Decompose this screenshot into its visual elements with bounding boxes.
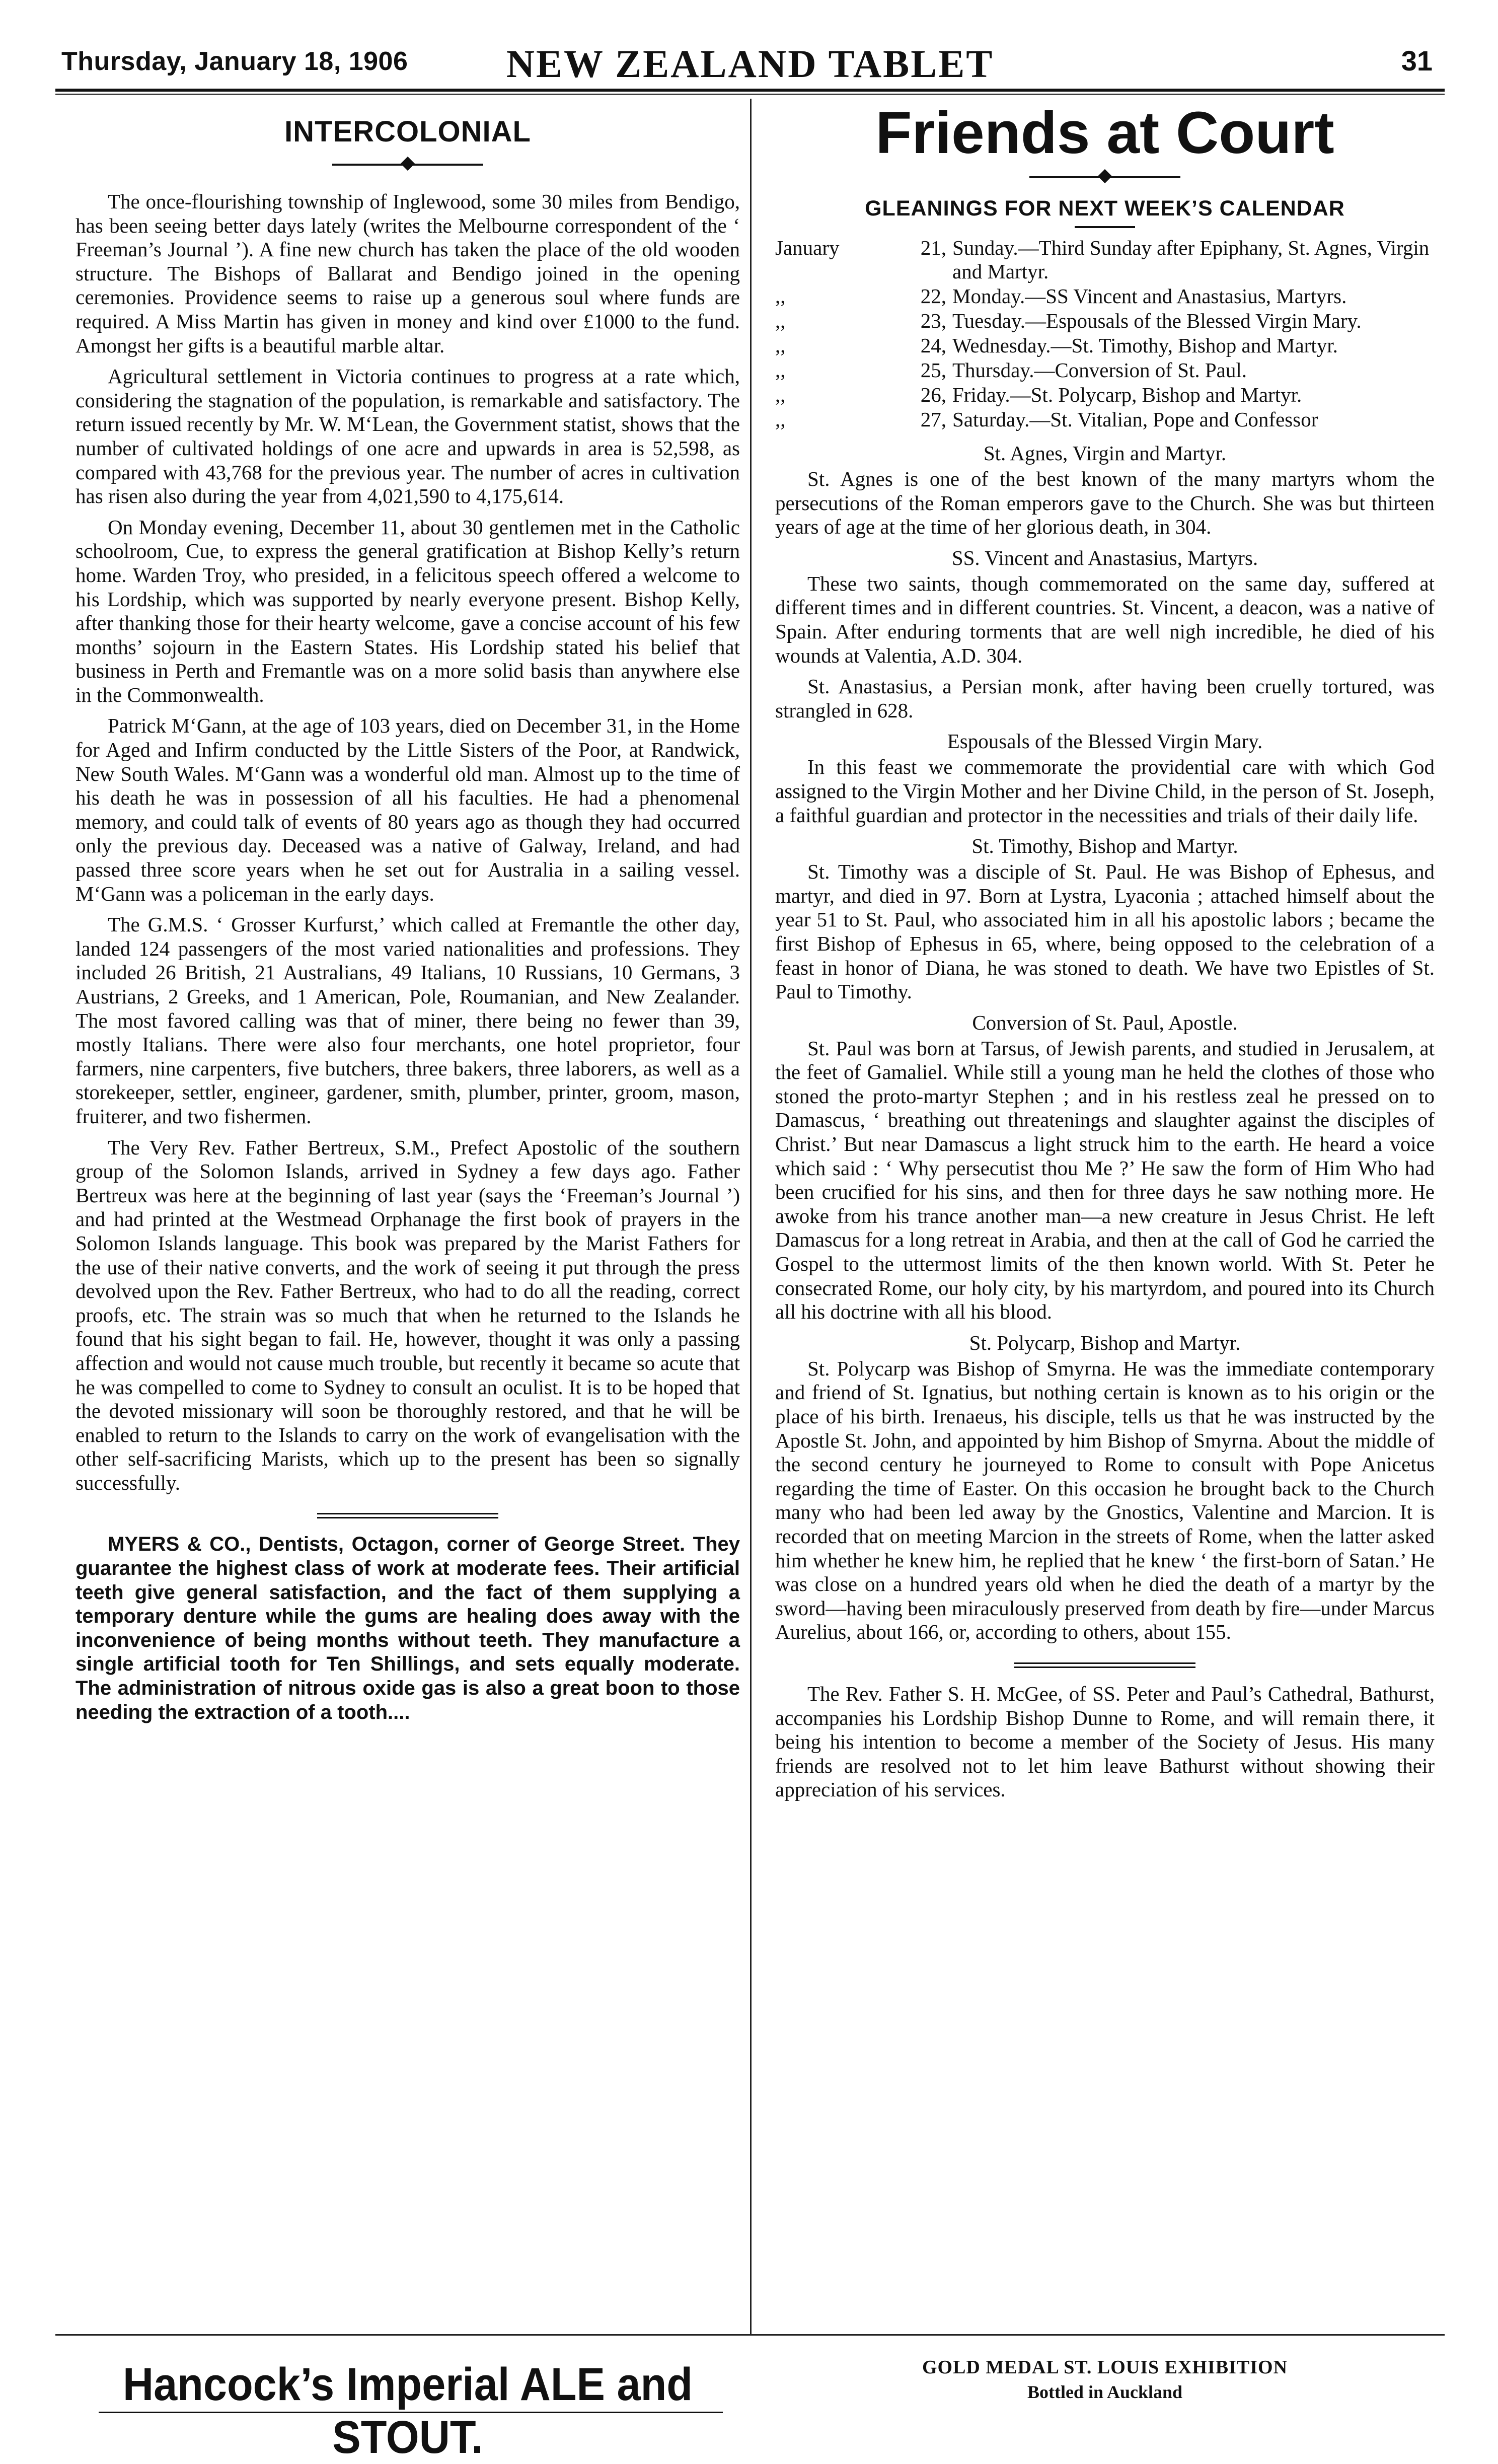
calendar-text: Sunday.—Third Sunday after Epiphany, St. Agnes, Virgin and Martyr. [952, 236, 1430, 283]
masthead [55, 43, 1445, 89]
issue-date: Thursday, January 18, 1906 [61, 47, 408, 76]
calendar-entry [775, 358, 1435, 382]
saint-paragraph: St. Polycarp was Bishop of Smyrna. He was the immediate contemporary and friend of St. Ignatius, but nothing certain is known as to his origin or the place of his birth. Irenaeus, his disciple, tells us that he was instructed by the Apostle St. John, and appointed by him Bishop of Smyrna. About the middle of the second century he journeyed to Rome to consult with Pope Anicetus regarding the time of Easter. On this occasion he brought back to the Church many who had been led away by the Gnostics, Valentine and Marcion. It is recorded that on meeting Marcion in the streets of Rome, when the latter asked him whether he knew him, he replied that he knew ‘ the first-born of Satan.’ He was close on a hundred years old when he died the death of a martyr by the sword—having been miraculously preserved from death by fire—under Marcus Aurelius, about 166, or, according to others, about 155. [775, 1356, 1435, 1644]
calendar-day: 27, [920, 408, 946, 431]
saint-heading: St. Timothy, Bishop and Martyr. [971, 834, 1238, 858]
saint-heading: Espousals of the Blessed Virgin Mary. [947, 730, 1263, 753]
calendar-subheading: GLEANINGS FOR NEXT WEEK’S CALENDAR [865, 196, 1345, 221]
saint-paragraph: St. Anastasius, a Persian monk, after having been cruelly tortured, was strangled in 628. [775, 675, 1435, 722]
article-paragraph: The Very Rev. Father Bertreux, S.M., Prefect Apostolic of the southern group of the Solomon Islands, arrived in Sydney a few days ago. Father Bertreux was here at the beginning of last year (says the ‘Freeman’s Journal ’) and had printed at the Westmead Orphanage the first book of prayers in the Solomon Islands language. This book was prepared by the Marist Fathers for the use of their native converts, and the work of seeing it put through the press devolved upon the Rev. Father Bertreux, who had to do all the reading, correct proofs, etc. The strain was so much that when he returned to the Islands he found that his sight began to fail. He, however, thought it was only a passing affection and would not cause much trouble, but recently it became so acute that he was compelled to come to Sydney to consult an oculist. It is to be hoped that the devoted missionary will soon be thoroughly restored, and that he will be enabled to return to the Islands to carry on the work of evangelisation with the other self-sacrificing Marists, which up to the present has been so signally successfully. [76, 1135, 740, 1494]
calendar-entry [775, 236, 1435, 283]
calendar-month: ,, [775, 334, 786, 357]
calendar-day: 24, [920, 334, 946, 357]
hancocks-ale-advertisement: Hancock’s Imperial ALE and STOUT. [122, 2359, 693, 2463]
left-column [76, 99, 740, 1731]
bottled-in-auckland-line: Bottled in Auckland [1027, 2382, 1183, 2402]
saint-paragraph: These two saints, though commemorated on the same day, suffered at different times and in different countries. St. Vincent, a deacon, was a native of Spain. After enduring torments that are well nigh incredible, he died of his wounds at Valentia, A.D. 304. [775, 571, 1435, 667]
calendar-month: ,, [775, 408, 786, 431]
calendar-day: 23, [920, 309, 946, 332]
saint-heading: St. Polycarp, Bishop and Martyr. [969, 1331, 1241, 1354]
short-rule [1075, 226, 1135, 228]
ornament-divider [76, 155, 740, 175]
calendar-entry [775, 383, 1435, 407]
calendar-text: Friday.—St. Polycarp, Bishop and Martyr. [952, 383, 1302, 406]
saint-paragraph: St. Timothy was a disciple of St. Paul. He was Bishop of Ephesus, and martyr, and died in 97. Born at Lystra, Lyaconia ; attached himself about the year 51 to St. Paul, who associated him in all his apostolic labors ; became the first Bishop of Ephesus in 65, where, being opposed to the celebration of a feast in honor of Diana, he was stoned to death. We have two Epistles of St. Paul to Timothy. [775, 860, 1435, 1003]
section-heading-friends-at-court: Friends at Court [875, 100, 1334, 166]
right-column [775, 99, 1435, 1809]
calendar-day: 22, [920, 284, 946, 308]
calendar-text: Thursday.—Conversion of St. Paul. [952, 358, 1247, 382]
advertisement-text: MYERS & CO., Dentists, Octagon, corner of George Street. They guarantee the highest class of work at moderate fees. Their artificial teeth give general satisfaction, and the fact of them supplying a temporary denture while the gums are healing does away with the inconvenience of being months without teeth. They manufacture a single artificial tooth for Ten Shillings, and sets equally moderate. The administration of nitrous oxide gas is also a great boon to those needing the extraction of a tooth.... [76, 1533, 740, 1723]
section-separator [1014, 1662, 1195, 1664]
saint-paragraph: St. Paul was born at Tarsus, of Jewish parents, and studied in Jerusalem, at the feet of Gamaliel. While still a young man he held the clothes of those who stoned the proto-martyr Stephen ; and in his restless zeal he pressed on to Damascus, ‘ breathing out threatenings and slaughter against the disciples of Christ.’ But near Damascus a light struck him to the earth. He heard a voice which said : ‘ Why persecutist thou Me ?’ He saw the form of Him Who had been crucified for his sins, and then for three days he saw nothing more. He awoke from his trance another man—a new creature in Jesus Christ. He left Damascus for a long retreat in Arabia, and then at the call of God he carried the Gospel to the uttermost limits of the then known world. With St. Peter he consecrated Rome, our holy city, by his martyrdom, and poured into its Church all his doctrine with all his blood. [775, 1036, 1435, 1324]
ornament-divider [775, 167, 1435, 187]
calendar-day: 25, [920, 358, 946, 382]
masthead-rule [55, 89, 1445, 92]
article-paragraph: Patrick M‘Gann, at the age of 103 years, died on December 31, in the Home for Aged and Infirm conducted by the Little Sisters of the Poor, at Randwick, New South Wales. M‘Gann was a wonderful old man. Almost up to the time of his death he was in possession of all his faculties. He had a phenomenal memory, and could talk of events of 80 years ago as though they had occurred only the previous day. Deceased was a native of Galway, Ireland, and had passed three score years when he set out for Australia in a sailing vessel. M‘Gann was a policeman in the early days. [76, 714, 740, 905]
saint-heading: SS. Vincent and Anastasius, Martyrs. [951, 546, 1258, 569]
article-paragraph: The once-flourishing township of Inglewood, some 30 miles from Bendigo, has been seeing better days lately (writes the Melbourne correspondent of the ‘ Freeman’s Journal ’). A fine new church has taken the place of the old wooden structure. The Bishops of Ballarat and Bendigo joined in the opening ceremonies. Providence seems to raise up a generous soul where funds are required. A Miss Martin has given in money and kind over £1000 to the fund. Amongst her gifts is a beautiful marble altar. [76, 190, 740, 357]
section-separator [317, 1513, 498, 1514]
dentist-advertisement [76, 1533, 740, 1724]
calendar-entry [775, 309, 1435, 333]
section-heading-intercolonial: INTERCOLONIAL [284, 115, 531, 148]
calendar-day: 21, [920, 236, 946, 259]
footer-ad-underline [99, 2412, 723, 2413]
calendar-list [775, 236, 1435, 431]
calendar-month: ,, [775, 383, 786, 406]
article-paragraph: The G.M.S. ‘ Grosser Kurfurst,’ which called at Fremantle the other day, landed 124 passengers of the most varied nationalities and professions. They included 26 British, 21 Australians, 49 Italians, 10 Russians, 10 Germans, 3 Austrians, 2 Greeks, and 1 American, Pole, Roumanian, and New Zealander. The most favored calling was that of miner, there being no fewer than 39, mostly Italians. There were also four merchants, one hotel proprietor, four farmers, nine carpenters, five butchers, three bakers, three laborers, as well as a storekeeper, settler, engineer, gardener, smith, plumber, printer, groom, mason, fruiterer, and two fishermen. [76, 913, 740, 1128]
calendar-text: Monday.—SS Vincent and Anastasius, Martyrs. [952, 284, 1347, 308]
calendar-entry [775, 408, 1435, 431]
calendar-month: ,, [775, 309, 786, 332]
calendar-entry [775, 284, 1435, 308]
article-paragraph: On Monday evening, December 11, about 30 gentlemen met in the Catholic schoolroom, Cue, to express the general gratification at Bishop Kelly’s return home. Warden Troy, who presided, in a felicitous speech offered a welcome to his Lordship, which was supported by nearly everyone present. Bishop Kelly, after thanking those for their hearty welcome, gave a concise account of his few months’ sojourn in the Eastern States. His Lordship stated his belief that business in Perth and Fremantle was on a more solid basis than anywhere else in the Commonwealth. [76, 515, 740, 706]
page-number: 31 [1401, 45, 1433, 77]
gold-medal-line: GOLD MEDAL ST. LOUIS EXHIBITION [922, 2357, 1288, 2378]
newspaper-title: NEW ZEALAND TABLET [506, 42, 994, 86]
calendar-month: ,, [775, 284, 786, 308]
closing-paragraph: The Rev. Father S. H. McGee, of SS. Peter and Paul’s Cathedral, Bathurst, accompanies his Lordship Bishop Dunne to Rome, and will remain there, it being his intention to become a member of the Society of Jesus. His many friends are resolved not to let him leave Bathurst without showing their appreciation of his services. [775, 1682, 1435, 1801]
calendar-month: January [775, 236, 840, 259]
calendar-text: Tuesday.—Espousals of the Blessed Virgin Mary. [952, 309, 1362, 332]
calendar-text: Wednesday.—St. Timothy, Bishop and Martyr. [952, 334, 1338, 357]
column-divider [750, 99, 752, 2334]
saint-paragraph: In this feast we commemorate the providential care with which God assigned to the Virgin Mother and her Divine Child, in the person of St. Joseph, a faithful guardian and protector in the necessities and trials of their daily life. [775, 755, 1435, 827]
article-paragraph: Agricultural settlement in Victoria continues to progress at a rate which, considering the stagnation of the population, is remarkable and satisfactory. The return issued recently by Mr. W. M‘Lean, the Government statist, shows that the number of cultivated holdings of one acre and upwards in area is 52,598, as compared with 43,768 for the previous year. The number of acres in cultivation has risen also during the year from 4,021,590 to 4,175,614. [76, 365, 740, 508]
saint-paragraph: St. Agnes is one of the best known of the many martyrs whom the persecutions of the Roman emperors gave to the Church. She was but thirteen years of age at the time of her glorious death, in 304. [775, 467, 1435, 539]
calendar-entry [775, 334, 1435, 357]
saint-heading: St. Agnes, Virgin and Martyr. [983, 442, 1227, 465]
masthead-rule-thin [55, 94, 1445, 95]
footer-rule [55, 2334, 1445, 2336]
saint-heading: Conversion of St. Paul, Apostle. [972, 1010, 1238, 1034]
calendar-day: 26, [920, 383, 946, 406]
calendar-text: Saturday.—St. Vitalian, Pope and Confessor [952, 408, 1318, 431]
calendar-month: ,, [775, 358, 786, 382]
